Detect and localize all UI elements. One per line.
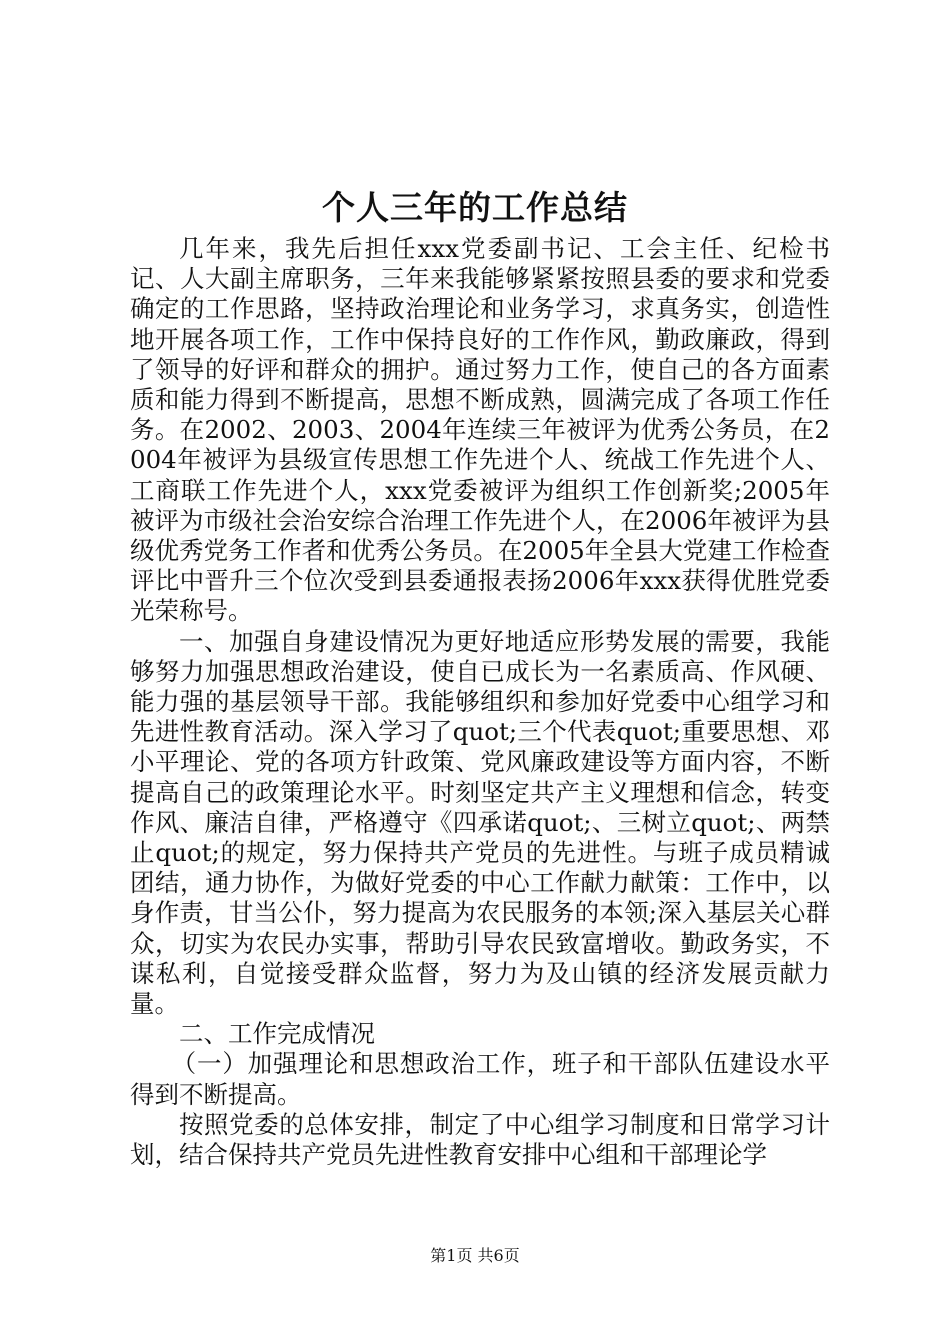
document-title: 个人三年的工作总结 [322,188,628,227]
subsection-heading-theory: （一）加强理论和思想政治工作，班子和干部队伍建设水平得到不断提高。 [130,1049,830,1109]
page-number-footer: 第1页 共6页 [430,1246,520,1265]
paragraph-self-building: 一、加强自身建设情况为更好地适应形势发展的需要，我能够努力加强思想政治建设，使自已成长为一名素质高、作风硬、能力强的基层领导干部。我能够组织和参加好党委中心组学习和先进性教育活动。深入学习了quot;三个代表quot;重要思想、邓小平理论、党的各项方针政策、党风廉政建设等方面内容，不断提高自己的政策理论水平。时刻坚定共产主义理想和信念，转变作风、廉洁自律，严格遵守《四承诺quot;、三树立quot;、两禁止quot;的规定，努力保持共产党员的先进性。与班子成员精诚团结，通力协作，为做好党委的中心工作献力献策：工作中，以身作责，甘当公仆，努力提高为农民服务的本领;深入基层关心群众，切实为农民办实事，帮助引导农民致富增收。勤政务实，不谋私利，自觉接受群众监督，努力为及山镇的经济发展贡献力量。 [130,626,830,1019]
section-heading-work-completion: 二、工作完成情况 [179,1019,375,1049]
paragraph-study-plan: 按照党委的总体安排，制定了中心组学习制度和日常学习计划，结合保持共产党员先进性教育安排中心组和干部理论学 [130,1109,830,1170]
document-body [130,234,830,1170]
paragraph-intro: 几年来，我先后担任xxx党委副书记、工会主任、纪检书记、人大副主席职务，三年来我能够紧紧按照县委的要求和党委确定的工作思路，坚持政治理论和业务学习，求真务实，创造性地开展各项工作，工作中保持良好的工作作风，勤政廉政，得到了领导的好评和群众的拥护。通过努力工作，使自己的各方面素质和能力得到不断提高，思想不断成熟，圆满完成了各项工作任务。在2002、2003、2004年连续三年被评为优秀公务员，在2004年被评为县级宣传思想工作先进个人、统战工作先进个人、工商联工作先进个人，xxx党委被评为组织工作创新奖;2005年被评为市级社会治安综合治理工作先进个人，在2006年被评为县级优秀党务工作者和优秀公务员。在2005年全县大党建工作检查评比中晋升三个位次受到县委通报表扬2006年xxx获得优胜党委光荣称号。 [130,234,830,626]
